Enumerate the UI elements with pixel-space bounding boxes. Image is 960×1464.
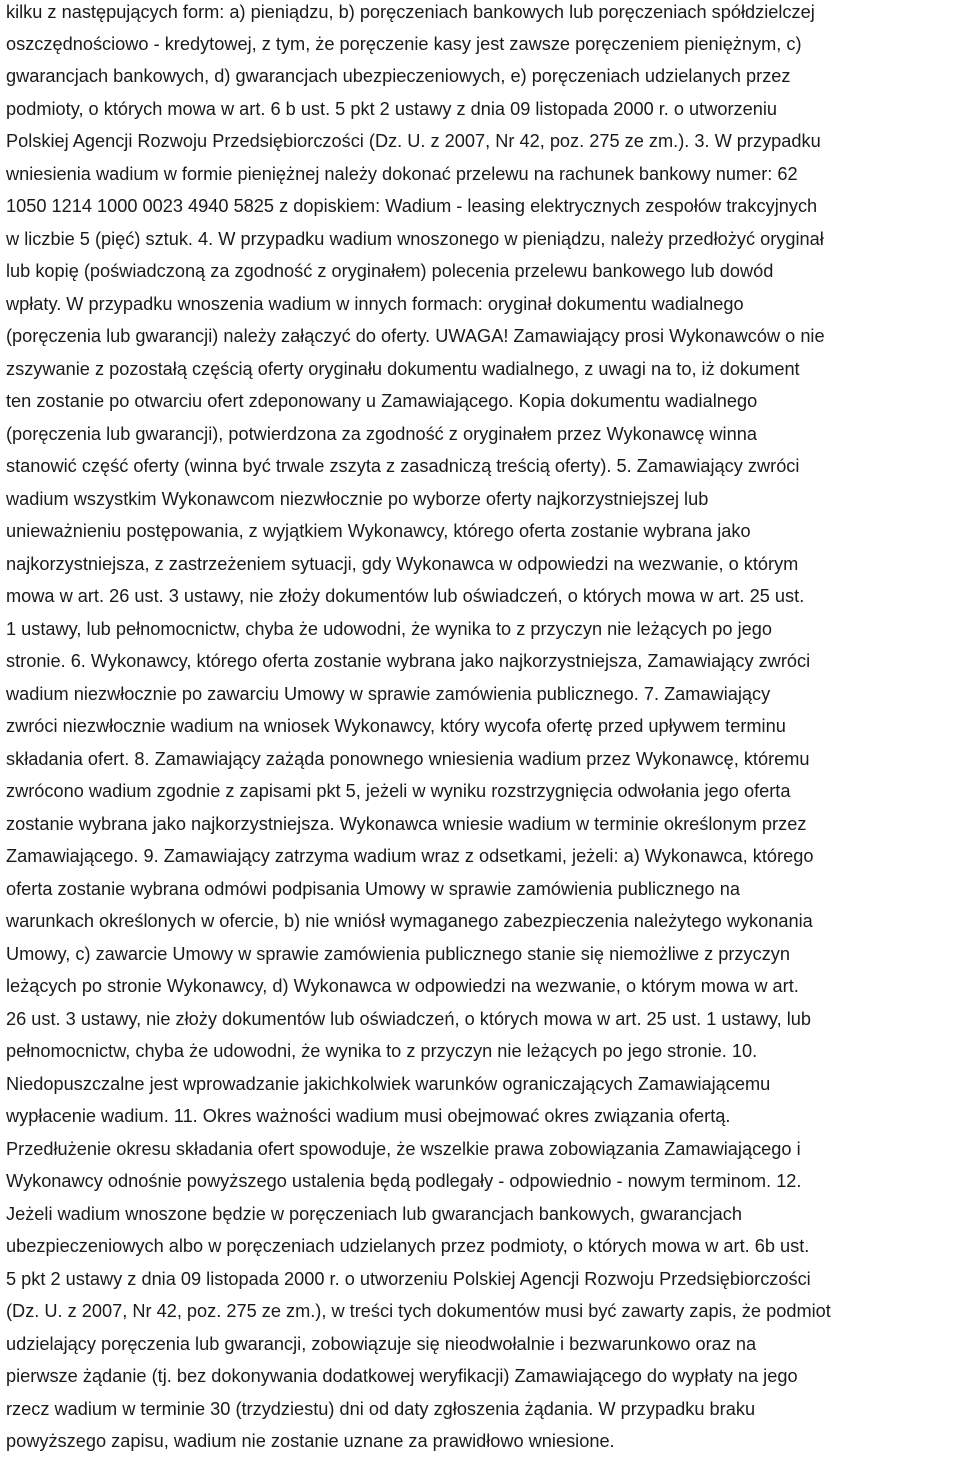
text-line: unieważnieniu postępowania, z wyjątkiem Wykonawcy, którego oferta zostanie wybrana jako: [6, 521, 751, 541]
text-line: mowa w art. 26 ust. 3 ustawy, nie złoży dokumentów lub oświadczeń, o których mowa w art. 25 ust.: [6, 586, 805, 606]
text-line: Niedopuszczalne jest wprowadzanie jakichkolwiek warunków ograniczających Zamawiającemu: [6, 1074, 771, 1094]
text-line: zostanie wybrana jako najkorzystniejsza. Wykonawca wniesie wadium w terminie określonym przez: [6, 814, 807, 834]
text-line: Wykonawcy odnośnie powyższego ustalenia będą podlegały - odpowiednio - nowym terminom. 12.: [6, 1171, 802, 1191]
text-line: Zamawiającego. 9. Zamawiający zatrzyma wadium wraz z odsetkami, jeżeli: a) Wykonawca, którego: [6, 846, 814, 866]
text-line: 26 ust. 3 ustawy, nie złoży dokumentów lub oświadczeń, o których mowa w art. 25 ust. 1 ustawy, lub: [6, 1009, 812, 1029]
text-line: Umowy, c) zawarcie Umowy w sprawie zamówienia publicznego stanie się niemożliwe z przyczyn: [6, 944, 791, 964]
text-line: 1050 1214 1000 0023 4940 5825 z dopiskiem: Wadium - leasing elektrycznych zespołów trakcyjnych: [6, 196, 818, 216]
text-line: Przedłużenie okresu składania ofert spowoduje, że wszelkie prawa zobowiązania Zamawiającego i: [6, 1139, 801, 1159]
text-line: (poręczenia lub gwarancji) należy załączyć do oferty. UWAGA! Zamawiający prosi Wykonawców o nie: [6, 326, 825, 346]
text-line: udzielający poręczenia lub gwarancji, zobowiązuje się nieodwołalnie i bezwarunkowo oraz na: [6, 1334, 757, 1354]
text-line: 5 pkt 2 ustawy z dnia 09 listopada 2000 r. o utworzeniu Polskiej Agencji Rozwoju Przedsiębiorczości: [6, 1269, 811, 1289]
text-line: oszczędnościowo - kredytowej, z tym, że poręczenie kasy jest zawsze poręczeniem pieniężnym, c): [6, 34, 802, 54]
text-line: powyższego zapisu, wadium nie zostanie uznane za prawidłowo wniesione.: [6, 1431, 615, 1451]
text-line: 1 ustawy, lub pełnomocnictw, chyba że udowodni, że wynika to z przyczyn nie leżących po jego: [6, 619, 772, 639]
text-line: pierwsze żądanie (tj. bez dokonywania dodatkowej weryfikacji) Zamawiającego do wypłaty na jego: [6, 1366, 798, 1386]
text-line: zwróci niezwłocznie wadium na wniosek Wykonawcy, który wycofa ofertę przed upływem terminu: [6, 716, 786, 736]
text-line: wadium wszystkim Wykonawcom niezwłocznie po wyborze oferty najkorzystniejszej lub: [6, 489, 709, 509]
text-line: (Dz. U. z 2007, Nr 42, poz. 275 ze zm.), w treści tych dokumentów musi być zawarty zapis, że podmiot: [6, 1301, 831, 1321]
text-line: kilku z następujących form: a) pieniądzu, b) poręczeniach bankowych lub poręczeniach spółdzielczej: [6, 2, 815, 22]
text-line: najkorzystniejsza, z zastrzeżeniem sytuacji, gdy Wykonawca w odpowiedzi na wezwanie, o którym: [6, 554, 799, 574]
text-line: stanowić część oferty (winna być trwale zszyta z zasadniczą treścią oferty). 5. Zamawiający zwróci: [6, 456, 800, 476]
text-line: warunkach określonych w ofercie, b) nie wniósł wymaganego zabezpieczenia należytego wykonania: [6, 911, 813, 931]
text-line: podmioty, o których mowa w art. 6 b ust. 5 pkt 2 ustawy z dnia 09 listopada 2000 r. o utworzeniu: [6, 99, 778, 119]
text-line: zszywanie z pozostałą częścią oferty oryginału dokumentu wadialnego, z uwagi na to, iż dokument: [6, 359, 800, 379]
text-line: (poręczenia lub gwarancji), potwierdzona za zgodność z oryginałem przez Wykonawcę winna: [6, 424, 757, 444]
text-line: ten zostanie po otwarciu ofert zdeponowany u Zamawiającego. Kopia dokumentu wadialnego: [6, 391, 758, 411]
text-line: stronie. 6. Wykonawcy, którego oferta zostanie wybrana jako najkorzystniejsza, Zamawiający zwróci: [6, 651, 811, 671]
text-line: wpłaty. W przypadku wnoszenia wadium w innych formach: oryginał dokumentu wadialnego: [6, 294, 744, 314]
text-line: pełnomocnictw, chyba że udowodni, że wynika to z przyczyn nie leżących po jego stronie. 10.: [6, 1041, 758, 1061]
text-line: oferta zostanie wybrana odmówi podpisania Umowy w sprawie zamówienia publicznego na: [6, 879, 740, 899]
text-line: Polskiej Agencji Rozwoju Przedsiębiorczości (Dz. U. z 2007, Nr 42, poz. 275 ze zm.). 3. W przypadku: [6, 131, 821, 151]
text-line: w liczbie 5 (pięć) sztuk. 4. W przypadku wadium wnoszonego w pieniądzu, należy przedłożyć oryginał: [6, 229, 824, 249]
text-line: lub kopię (poświadczoną za zgodność z oryginałem) polecenia przelewu bankowego lub dowód: [6, 261, 774, 281]
text-line: gwarancjach bankowych, d) gwarancjach ubezpieczeniowych, e) poręczeniach udzielanych przez: [6, 66, 791, 86]
text-line: wniesienia wadium w formie pieniężnej należy dokonać przelewu na rachunek bankowy numer: 62: [6, 164, 798, 184]
text-line: leżących po stronie Wykonawcy, d) Wykonawca w odpowiedzi na wezwanie, o którym mowa w art.: [6, 976, 799, 996]
text-line: zwrócono wadium zgodnie z zapisami pkt 5, jeżeli w wyniku rozstrzygnięcia odwołania jego oferta: [6, 781, 791, 801]
text-line: wadium niezwłocznie po zawarciu Umowy w sprawie zamówienia publicznego. 7. Zamawiający: [6, 684, 771, 704]
text-line: ubezpieczeniowych albo w poręczeniach udzielanych przez podmioty, o których mowa w art. 6b ust.: [6, 1236, 810, 1256]
text-line: składania ofert. 8. Zamawiający zażąda ponownego wniesienia wadium przez Wykonawcę, któremu: [6, 749, 810, 769]
text-line: wypłacenie wadium. 11. Okres ważności wadium musi obejmować okres związania ofertą.: [6, 1106, 731, 1126]
text-line: Jeżeli wadium wnoszone będzie w poręczeniach lub gwarancjach bankowych, gwarancjach: [6, 1204, 742, 1224]
text-line: rzecz wadium w terminie 30 (trzydziestu) dni od daty zgłoszenia żądania. W przypadku braku: [6, 1399, 756, 1419]
